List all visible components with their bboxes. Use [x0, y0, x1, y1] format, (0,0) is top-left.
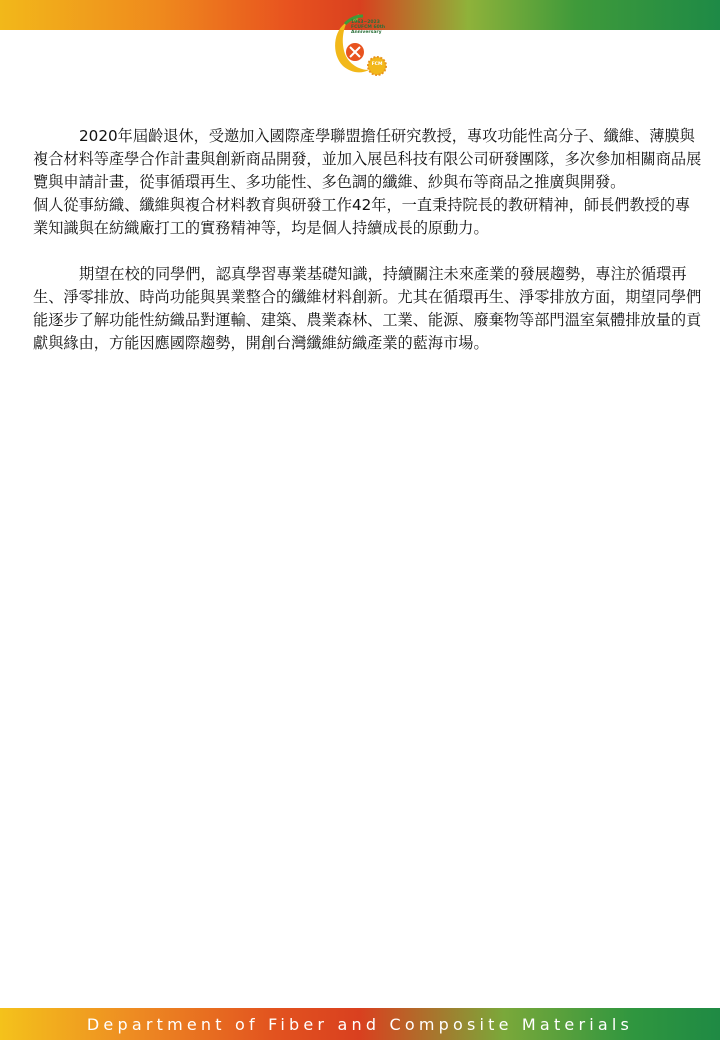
logo-years: 1963~2023 [351, 20, 380, 25]
paragraph-advice: 期望在校的同學們，認真學習專業基礎知識，持續關注未來產業的發展趨勢，專注於循環再生、淨零排放、時尚功能與異業整合的纖維材料創新。尤其在循環再生、淨零排放方面，期望同學們能逐步了解功能性紡織品對運輸、建築、農業森林、工業、能源、廢棄物等部門溫室氣體排放量的貢獻與緣由，方能因應國際趨勢，開創台灣纖維紡織產業的藍海市場。 [33, 265, 702, 352]
paragraph-spacer [33, 240, 703, 263]
logo-title: FCUFCM 60th [351, 25, 386, 30]
anniversary-logo [325, 10, 397, 76]
paragraph-career: 個人從事紡織、纖維與複合材料教育與研發工作42年，一直秉持院長的教研精神，師長們教授的專業知識與在紡織廠打工的實務精神等，均是個人持續成長的原動力。 [33, 196, 691, 237]
logo-anniversary: Anniversary [351, 30, 382, 35]
main-text [33, 125, 703, 355]
footer-bar [0, 1008, 720, 1040]
paragraph-retirement: 2020年屆齡退休，受邀加入國際產學聯盟擔任研究教授，專攻功能性高分子、纖維、薄膜與複合材料等產學合作計畫與創新商品開發，並加入展邑科技有限公司研發團隊，多次參加相關商品展覽與申請計畫，從事循環再生、多功能性、多色調的纖維、紗與布等商品之推廣與開發。 [33, 127, 702, 191]
department-name: Department of Fiber and Composite Materials [86, 1014, 634, 1034]
logo-badge: FCM [371, 62, 383, 67]
